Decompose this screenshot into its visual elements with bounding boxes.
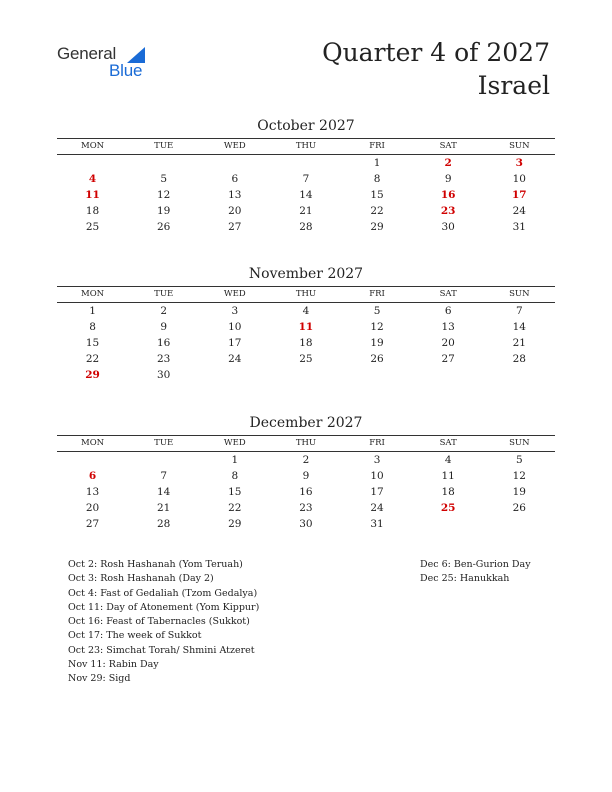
holiday-day-cell: 23 [440, 205, 456, 217]
holiday-note: Dec 25: Hanukkah [420, 573, 510, 585]
weekday-label: MON [81, 141, 105, 151]
weekday-label: FRI [369, 141, 385, 151]
day-cell: 3 [373, 454, 381, 466]
holiday-day-cell: 4 [88, 173, 97, 185]
weekday-header [57, 435, 555, 452]
month-title: November 2027 [248, 266, 364, 282]
weekday-label: THU [295, 289, 317, 299]
day-cell: 1 [231, 454, 239, 466]
weekday-label: TUE [154, 141, 174, 151]
day-cell: 13 [228, 189, 242, 201]
day-cell: 27 [441, 353, 455, 365]
weekday-label: WED [223, 141, 246, 151]
day-cell: 30 [157, 369, 171, 381]
day-cell: 10 [370, 470, 384, 482]
day-cell: 21 [299, 205, 313, 217]
day-cell: 12 [512, 470, 526, 482]
day-cell: 12 [157, 189, 171, 201]
day-cell: 7 [302, 173, 310, 185]
day-cell: 28 [512, 353, 526, 365]
day-cell: 26 [157, 221, 171, 233]
day-cell: 8 [89, 321, 96, 333]
weekday-label: MON [81, 438, 105, 448]
day-cell: 6 [444, 305, 452, 317]
weekday-header [57, 286, 555, 303]
day-cell: 25 [299, 353, 313, 365]
day-cell: 31 [512, 221, 526, 233]
holiday-day-cell: 11 [298, 321, 314, 333]
day-cell: 1 [89, 305, 96, 317]
day-cell: 2 [160, 305, 168, 317]
day-cell: 7 [160, 470, 168, 482]
day-cell: 23 [157, 353, 171, 365]
empty-cell [57, 155, 128, 171]
empty-cell [199, 155, 270, 171]
day-cell: 28 [299, 221, 313, 233]
empty-cell [128, 452, 199, 468]
day-cell: 24 [512, 205, 526, 217]
quarter-title: Quarter 4 of 2027 [322, 38, 550, 67]
day-cell: 14 [157, 486, 171, 498]
day-cell: 10 [512, 173, 526, 185]
day-cell: 13 [85, 486, 100, 498]
holiday-day-cell: 29 [85, 369, 100, 381]
day-cell: 20 [441, 337, 455, 349]
holiday-note: Oct 23: Simchat Torah/ Shmini Atzeret [68, 644, 255, 656]
empty-cell [270, 155, 341, 171]
weekday-label: THU [295, 438, 317, 448]
weekday-label: SAT [439, 141, 457, 151]
day-cell: 9 [160, 321, 168, 333]
day-cell: 19 [370, 337, 384, 349]
weekday-label: TUE [154, 289, 174, 299]
day-cell: 7 [515, 305, 523, 317]
day-cell: 26 [512, 502, 526, 514]
day-cell: 15 [85, 337, 100, 349]
holiday-day-cell: 6 [88, 470, 97, 482]
month-title: October 2027 [257, 118, 355, 134]
day-cell: 20 [85, 502, 100, 514]
month-november [57, 264, 555, 383]
weekday-label: WED [223, 438, 246, 448]
weekday-label: MON [81, 289, 105, 299]
day-cell: 29 [228, 518, 242, 530]
weekday-label: SAT [439, 438, 457, 448]
day-cell: 2 [302, 454, 310, 466]
day-cell: 24 [228, 353, 242, 365]
weekday-label: SAT [439, 289, 457, 299]
empty-cell [57, 452, 128, 468]
day-cell: 18 [441, 486, 455, 498]
weekday-label: TUE [154, 438, 174, 448]
day-grid [57, 155, 555, 235]
day-cell: 27 [228, 221, 242, 233]
day-cell: 24 [370, 502, 384, 514]
logo-text-blue: Blue [109, 61, 143, 80]
month-title: December 2027 [249, 415, 363, 431]
day-cell: 30 [441, 221, 455, 233]
day-cell: 16 [299, 486, 313, 498]
holiday-note: Oct 17: The week of Sukkot [68, 630, 202, 642]
day-cell: 5 [515, 454, 523, 466]
weekday-label: SUN [509, 141, 530, 151]
day-cell: 19 [157, 205, 171, 217]
holiday-notes-left [68, 558, 259, 687]
day-cell: 14 [299, 189, 313, 201]
country-name: Israel [477, 71, 550, 100]
weekday-label: THU [295, 141, 317, 151]
day-cell: 27 [85, 518, 100, 530]
day-cell: 16 [157, 337, 171, 349]
holiday-note: Oct 16: Feast of Tabernacles (Sukkot) [68, 616, 250, 628]
month-october [57, 116, 555, 235]
day-cell: 29 [370, 221, 384, 233]
day-cell: 9 [444, 173, 452, 185]
day-cell: 4 [302, 305, 310, 317]
holiday-note: Oct 3: Rosh Hashanah (Day 2) [68, 573, 214, 585]
day-cell: 15 [370, 189, 384, 201]
holiday-day-cell: 25 [440, 502, 456, 514]
day-cell: 8 [231, 470, 239, 482]
day-cell: 9 [302, 470, 310, 482]
day-cell: 5 [373, 305, 381, 317]
day-cell: 20 [228, 205, 242, 217]
generalblue-logo [57, 44, 157, 84]
holiday-day-cell: 17 [512, 189, 527, 201]
day-grid [57, 303, 555, 383]
day-cell: 4 [444, 454, 452, 466]
weekday-label: FRI [369, 438, 385, 448]
day-cell: 3 [231, 305, 239, 317]
day-cell: 22 [228, 502, 242, 514]
day-cell: 8 [373, 173, 381, 185]
day-cell: 31 [370, 518, 384, 530]
day-grid [57, 452, 555, 532]
day-cell: 15 [228, 486, 242, 498]
day-cell: 26 [370, 353, 384, 365]
empty-cell [128, 155, 199, 171]
holiday-day-cell: 16 [440, 189, 456, 201]
holiday-note: Dec 6: Ben-Gurion Day [420, 559, 531, 570]
day-cell: 5 [160, 173, 168, 185]
day-cell: 25 [85, 221, 100, 233]
holiday-notes-right [420, 558, 531, 587]
holiday-day-cell: 2 [444, 157, 452, 169]
logo-text-general: General [57, 44, 117, 63]
day-cell: 13 [441, 321, 455, 333]
holiday-note: Oct 4: Fast of Gedaliah (Tzom Gedalya) [68, 587, 258, 599]
weekday-header [57, 138, 555, 155]
day-cell: 1 [373, 157, 381, 169]
holiday-note: Oct 2: Rosh Hashanah (Yom Teruah) [68, 559, 243, 570]
holiday-day-cell: 11 [85, 189, 100, 201]
day-cell: 21 [512, 337, 526, 349]
month-december [57, 413, 555, 532]
holiday-note: Nov 29: Sigd [68, 673, 131, 685]
day-cell: 22 [370, 205, 384, 217]
day-cell: 19 [512, 486, 526, 498]
day-cell: 12 [370, 321, 384, 333]
day-cell: 22 [85, 353, 100, 365]
day-cell: 23 [299, 502, 313, 514]
day-cell: 10 [228, 321, 242, 333]
holiday-day-cell: 3 [515, 157, 523, 169]
day-cell: 14 [512, 321, 526, 333]
day-cell: 28 [157, 518, 171, 530]
page-title [322, 36, 550, 102]
weekday-label: WED [223, 289, 246, 299]
weekday-label: SUN [509, 289, 530, 299]
day-cell: 6 [231, 173, 239, 185]
day-cell: 18 [299, 337, 313, 349]
day-cell: 18 [85, 205, 100, 217]
day-cell: 17 [228, 337, 242, 349]
day-cell: 11 [441, 470, 455, 482]
weekday-label: SUN [509, 438, 530, 448]
holiday-note: Oct 11: Day of Atonement (Yom Kippur) [68, 601, 260, 613]
day-cell: 30 [299, 518, 313, 530]
day-cell: 17 [370, 486, 384, 498]
holiday-note: Nov 11: Rabin Day [68, 659, 159, 671]
day-cell: 21 [157, 502, 171, 514]
weekday-label: FRI [369, 289, 385, 299]
